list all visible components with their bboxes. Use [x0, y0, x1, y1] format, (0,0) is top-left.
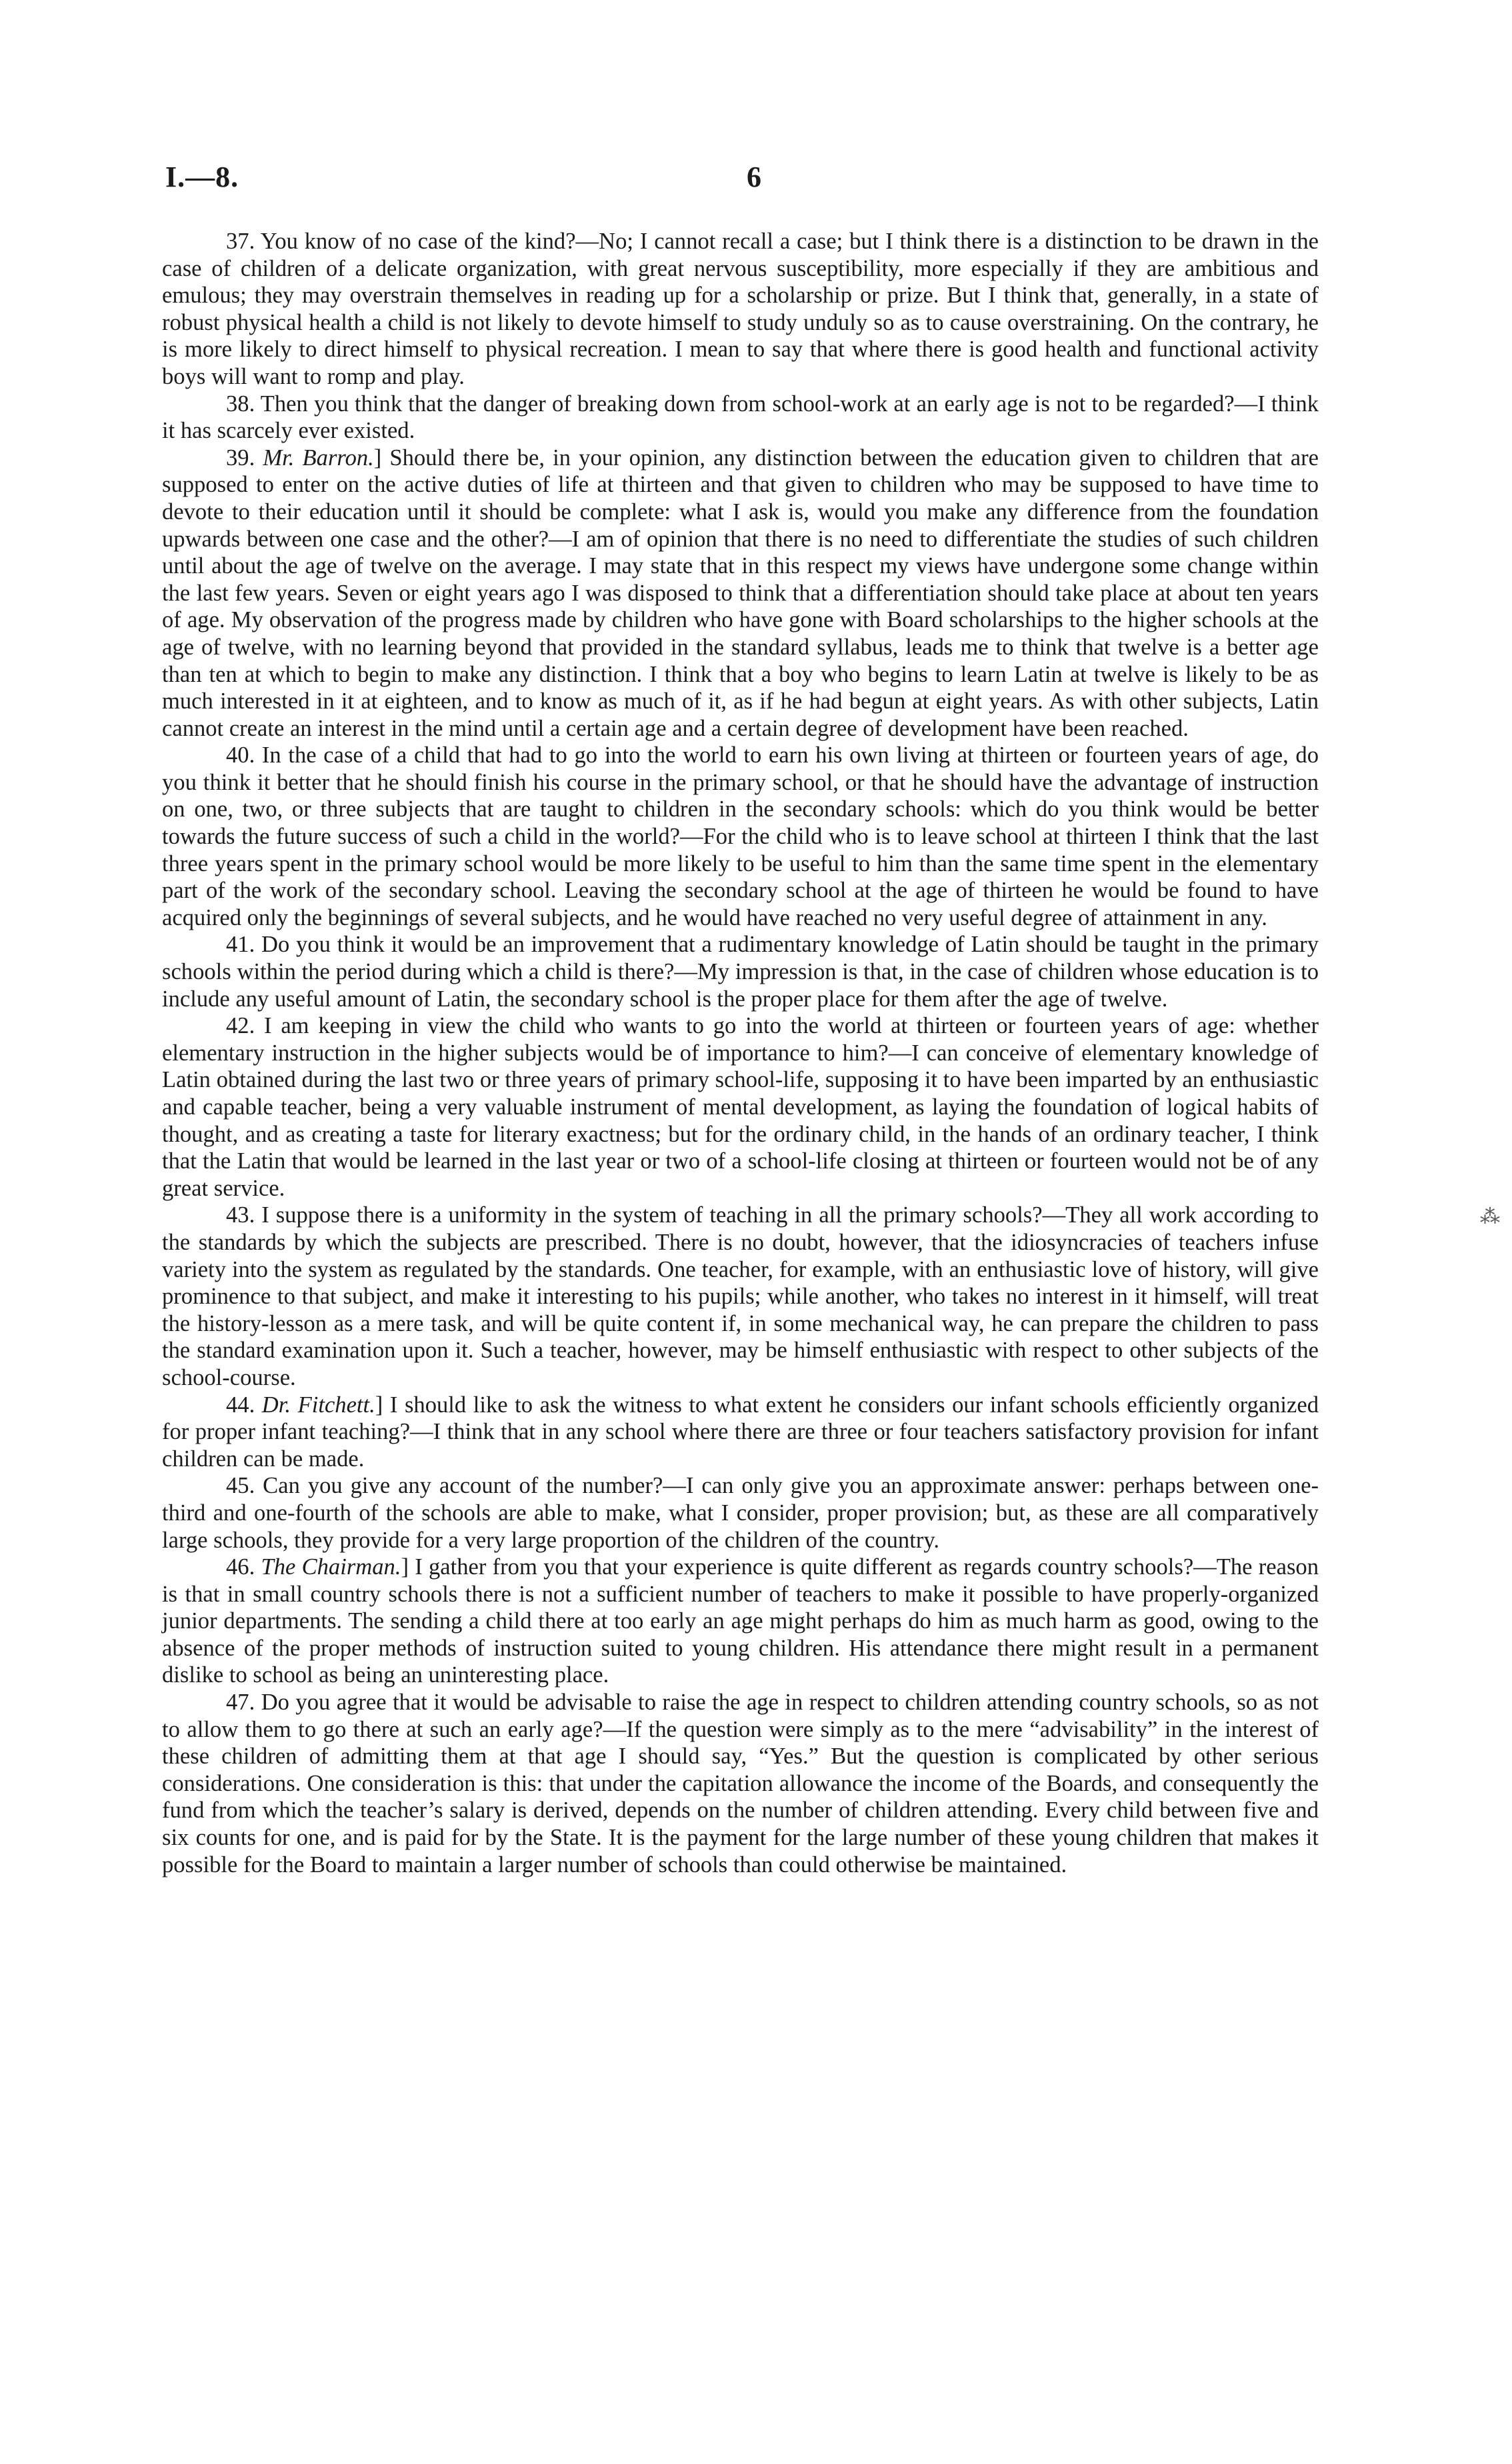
paragraph-40 [162, 742, 1319, 931]
paragraph-46 [162, 1554, 1319, 1689]
paragraph-43 [162, 1202, 1319, 1391]
paragraph-text: 42. I am keeping in view the child who wants to go into the world at thirteen or fourteen years of age: whether elementary instruction in the higher subjects would be of importance to him?—I can conceive of elementary knowledge of Latin obtained during the last two or three years of primary school-life, supposing it to have been imparted by an enthusiastic and capable teacher, being a very valuable instrument of mental development, as laying the foundation of logical habits of thought, and as creating a taste for literary exactness; but for the ordinary child, in the hands of an ordinary teacher, I think that the Latin that would be learned in the last year or two of a school-life closing at thirteen or fourteen would not be of any great service. [162, 1013, 1319, 1201]
paragraph-38 [162, 391, 1319, 445]
speaker-name: The Chairman. [261, 1554, 401, 1580]
margin-mark: ⁂ [1480, 1206, 1500, 1228]
paragraph-text: ] Should there be, in your opinion, any distinction between the education given to children that are supposed to enter on the active duties of life at thirteen and that given to children who may be supposed to have time to devote to their education until it should be complete: what I ask is, would you make any difference from the foundation upwards between one case and the other?—I am of opinion that there is no need to differentiate the studies of such children until about the age of twelve on the average. I may state that in this respect my views have undergone some change within the last few years. Seven or eight years ago I was disposed to think that a differentiation should take place at about ten years of age. My observation of the progress made by children who have gone with Board scholarships to the higher schools at the age of twelve, with no learning beyond that provided in the standard syllabus, leads me to think that twelve is a better age than ten at which to begin to make any distinction. I think that a boy who begins to learn Latin at twelve is likely to be as much interested in it at eighteen, and to know as much of it, as if he had begun at eight years. As with other subjects, Latin cannot create an interest in the mind until a certain age and a certain degree of development have been reached. [162, 445, 1319, 741]
paragraph-39 [162, 445, 1319, 742]
document-reference: I.—8. [165, 161, 239, 193]
paragraph-text: 45. Can you give any account of the number?—I can only give you an approximate answer: perhaps between one-third and one-fourth of the schools are able to make, what I consider, proper provision; but, as these are all comparatively large schools, they provide for a very large proportion of the children of the country. [162, 1473, 1319, 1553]
speaker-name: Mr. Barron. [263, 445, 374, 471]
paragraph-text: 40. In the case of a child that had to go into the world to earn his own living at thirteen or fourteen years of age, do you think it better that he should finish his course in the primary school, or that he should have the advantage of instruction on one, two, or three subjects that are taught to children in the secondary schools: which do you think would be better towards the future success of such a child in the world?—For the child who is to leave school at thirteen I think that the last three years spent in the primary school would be more likely to be useful to him than the same time spent in the elementary part of the work of the secondary school. Leaving the secondary school at the age of thirteen he would be found to have acquired only the beginnings of several subjects, and he would have reached no very useful degree of attainment in any. [162, 742, 1319, 930]
paragraph-45 [162, 1472, 1319, 1554]
paragraph-text: 43. I suppose there is a uniformity in the system of teaching in all the primary schools?—They all work according to the standards by which the subjects are prescribed. There is no doubt, however, that the idiosyncracies of teachers infuse variety into the system as regulated by the standards. One teacher, for example, with an enthusiastic love of history, will give prominence to that subject, and make it interesting to his pupils; while another, who takes no interest in it himself, will treat the history-lesson as a mere task, and will be quite content if, in some mechanical way, he can prepare the children to pass the standard examination upon it. Such a teacher, however, may be himself enthusiastic with respect to other subjects of the school-course. [162, 1202, 1319, 1390]
paragraph-44 [162, 1392, 1319, 1473]
paragraph-text: 41. Do you think it would be an improvement that a rudimentary knowledge of Latin should be taught in the primary schools within the period during which a child is there?—My impression is that, in the case of children whose education is to include any useful amount of Latin, the secondary school is the proper place for them after the age of twelve. [162, 932, 1319, 1012]
paragraph-text: 47. Do you agree that it would be advisable to raise the age in respect to children attending country schools, so as not to allow them to go there at such an early age?—If the question were simply as to the mere “advisability” in the interest of these children of admitting them at that age I should say, “Yes.” But the question is complicated by other serious considerations. One consideration is this: that under the capitation allowance the income of the Boards, and consequently the fund from which the teacher’s salary is derived, depends on the number of children attending. Every child between five and six counts for one, and is paid for by the State. It is the payment for the large number of these young children that makes it possible for the Board to maintain a larger number of schools than could otherwise be maintained. [162, 1690, 1319, 1877]
speaker-name: Dr. Fitchett. [261, 1392, 375, 1418]
paragraph-text: ] I gather from you that your experience is quite different as regards country schools?—The reason is that in small country schools there is not a sufficient number of teachers to make it possible to have properly-organized junior departments. The sending a child there at too early an age might perhaps do him as much harm as good, owing to the absence of the proper methods of instruction suited to young children. His attendance there might result in a permanent dislike to school as being an uninteresting place. [162, 1554, 1319, 1688]
paragraph-text: 38. Then you think that the danger of breaking down from school-work at an early age is not to be regarded?—I think it has scarcely ever existed. [162, 391, 1319, 444]
paragraph-number: 39. [226, 445, 263, 471]
paragraph-number: 44. [226, 1392, 262, 1418]
paragraph-47 [162, 1689, 1319, 1878]
page-number: 6 [747, 161, 761, 193]
paragraph-number: 46. [226, 1554, 261, 1580]
paragraph-41 [162, 931, 1319, 1012]
paragraph-text: ] I should like to ask the witness to what extent he considers our infant schools efficiently organized for proper infant teaching?—I think that in any school where there are three or four teachers satisfactory provision for infant children can be made. [162, 1392, 1319, 1472]
paragraph-37 [162, 228, 1319, 391]
page-body [162, 228, 1319, 1878]
paragraph-42 [162, 1012, 1319, 1202]
paragraph-text: 37. You know of no case of the kind?—No; I cannot recall a case; but I think there is a distinction to be drawn in the case of children of a delicate organization, with great nervous susceptibility, more especially if they are ambitious and emulous; they may overstrain themselves in reading up for a scholarship or prize. But I think that, generally, in a state of robust physical health a child is not likely to devote himself to study unduly so as to cause overstraining. On the contrary, he is more likely to direct himself to physical recreation. I mean to say that where there is good health and functional activity boys will want to romp and play. [162, 229, 1319, 389]
page-header [165, 160, 1319, 200]
